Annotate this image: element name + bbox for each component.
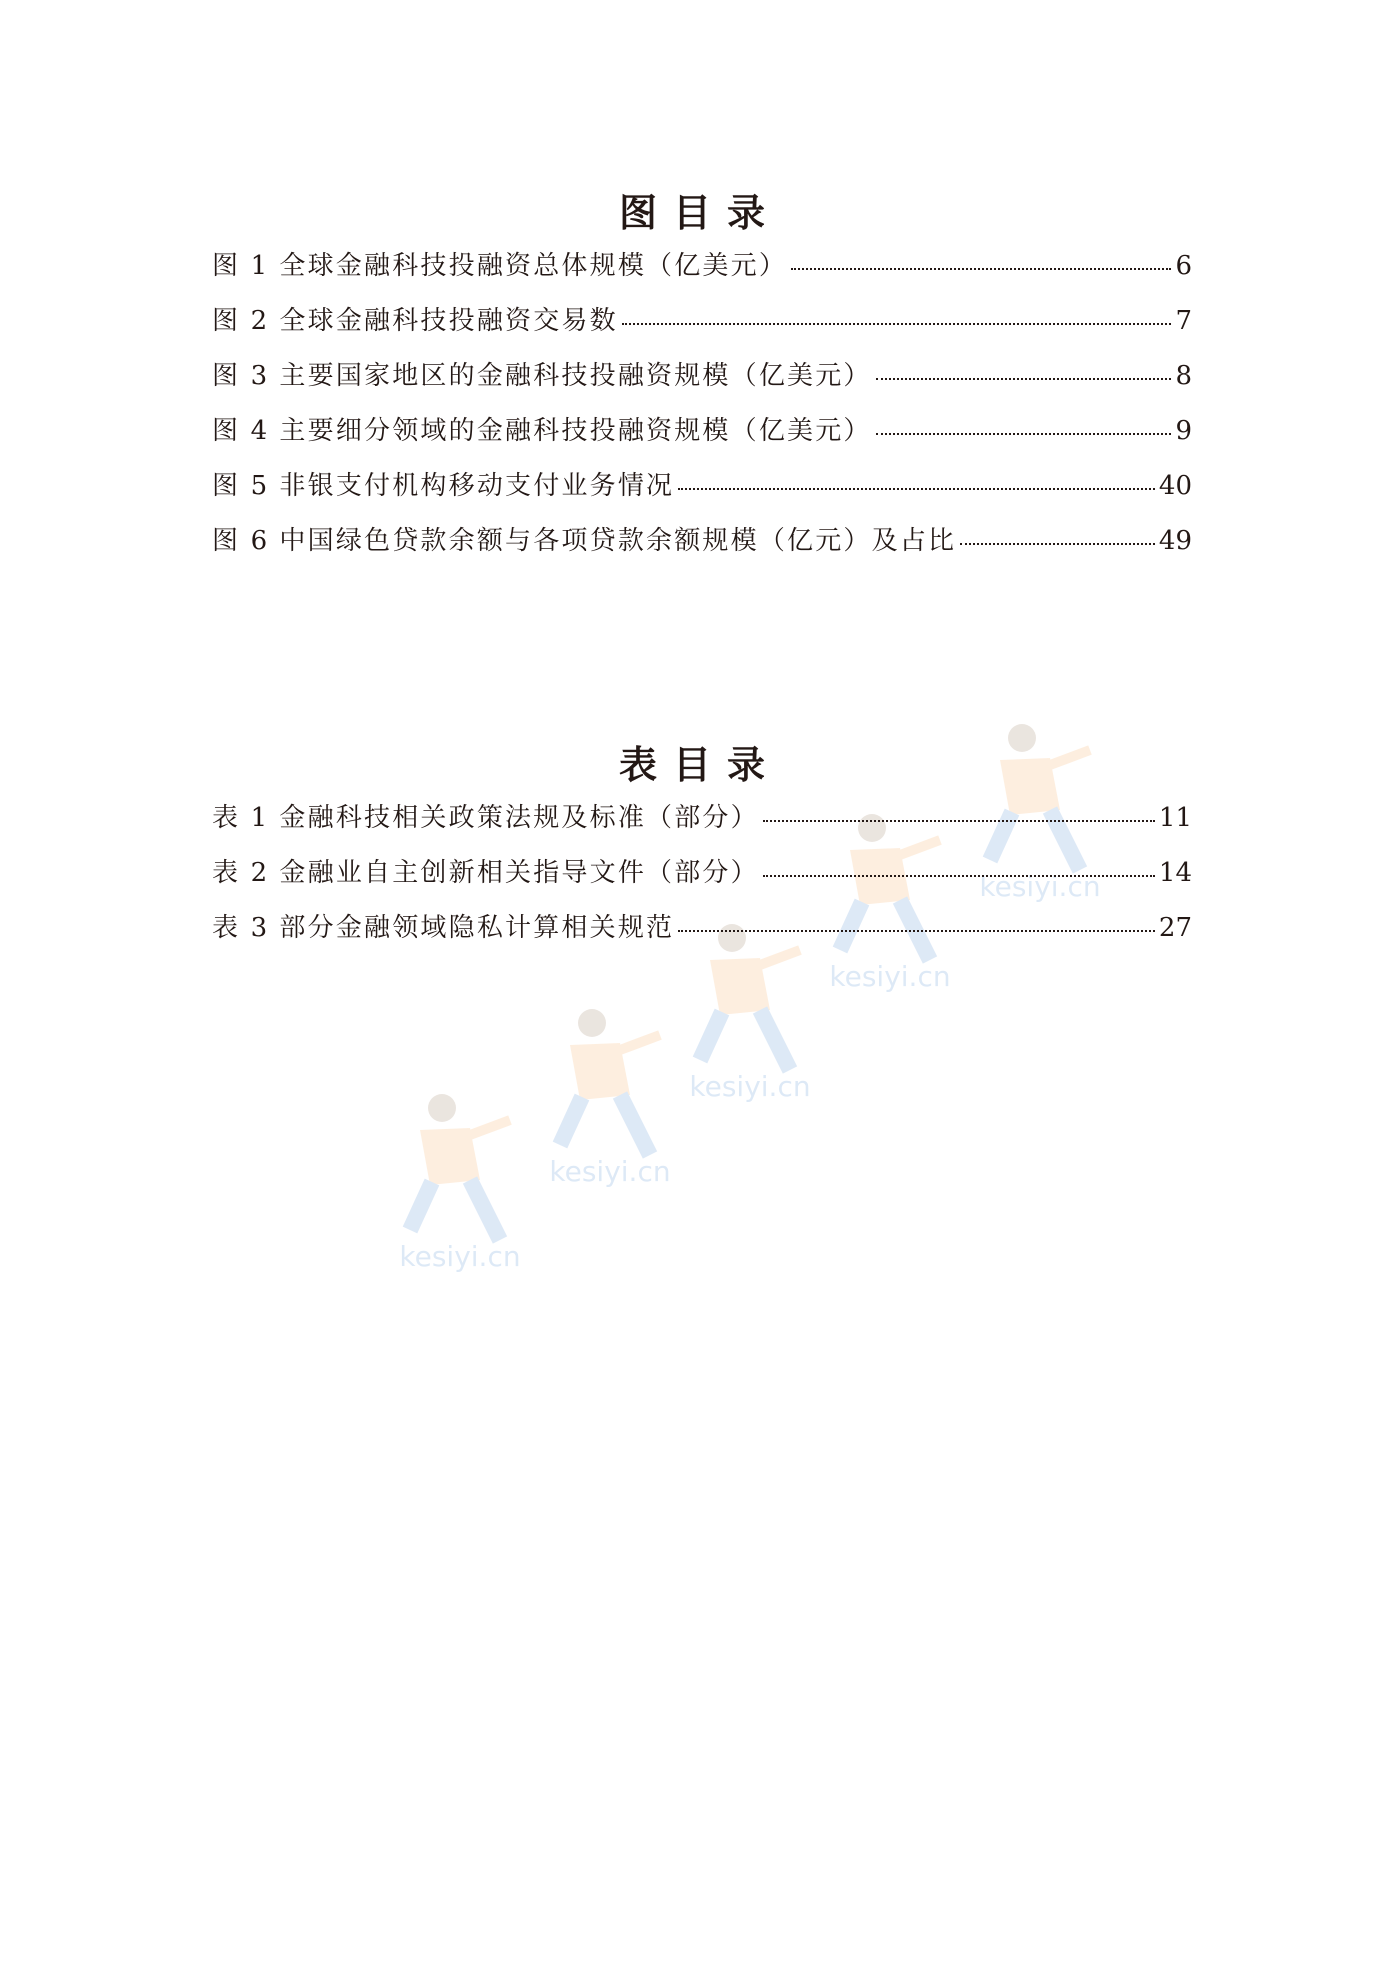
table-number: 表 1 — [212, 803, 270, 833]
watermark-text: kesiyi.cn — [399, 1240, 521, 1273]
figure-number: 图 4 — [212, 416, 270, 446]
figure-entry[interactable] — [212, 520, 1192, 575]
dot-leader — [763, 873, 1155, 877]
table-list-title: 表目录 — [618, 743, 781, 787]
dot-leader — [876, 431, 1172, 435]
page-number: 6 — [1175, 251, 1192, 281]
page-number: 49 — [1158, 526, 1192, 556]
figure-number: 图 2 — [212, 306, 270, 336]
page-number: 7 — [1175, 306, 1192, 336]
table-list — [212, 797, 1192, 962]
figure-caption: 非银支付机构移动支付业务情况 — [279, 471, 675, 501]
table-caption: 金融科技相关政策法规及标准（部分） — [279, 803, 759, 833]
dot-leader — [678, 486, 1155, 490]
figure-number: 图 3 — [212, 361, 270, 391]
table-entry[interactable] — [212, 852, 1192, 907]
figure-caption: 中国绿色贷款余额与各项贷款余额规模（亿元）及占比 — [279, 526, 957, 556]
figure-number: 图 5 — [212, 471, 270, 501]
watermark-text: kesiyi.cn — [689, 1070, 811, 1103]
page-number: 40 — [1158, 471, 1192, 501]
watermark-text: kesiyi.cn — [549, 1155, 671, 1188]
page-number: 27 — [1158, 913, 1192, 943]
page-number: 11 — [1158, 803, 1192, 833]
dot-leader — [622, 321, 1172, 325]
watermark — [360, 1090, 560, 1290]
table-entry[interactable] — [212, 797, 1192, 852]
table-caption: 部分金融领域隐私计算相关规范 — [279, 913, 675, 943]
dot-leader — [791, 266, 1171, 270]
figure-list-title: 图目录 — [618, 191, 781, 235]
figure-entry[interactable] — [212, 410, 1192, 465]
figure-entry[interactable] — [212, 465, 1192, 520]
figure-caption: 主要细分领域的金融科技投融资规模（亿美元） — [279, 416, 872, 446]
dot-leader — [876, 376, 1172, 380]
figure-caption: 主要国家地区的金融科技投融资规模（亿美元） — [279, 361, 872, 391]
watermark-text: kesiyi.cn — [829, 960, 951, 993]
dot-leader — [678, 928, 1155, 932]
page-number: 9 — [1175, 416, 1192, 446]
figure-entry[interactable] — [212, 355, 1192, 410]
figure-number: 图 1 — [212, 251, 270, 281]
dot-leader — [960, 541, 1155, 545]
table-number: 表 3 — [212, 913, 270, 943]
table-number: 表 2 — [212, 858, 270, 888]
figure-caption: 全球金融科技投融资交易数 — [279, 306, 618, 336]
figure-number: 图 6 — [212, 526, 270, 556]
figure-caption: 全球金融科技投融资总体规模（亿美元） — [279, 251, 788, 281]
page-number: 14 — [1158, 858, 1192, 888]
dot-leader — [763, 818, 1155, 822]
table-caption: 金融业自主创新相关指导文件（部分） — [279, 858, 759, 888]
table-entry[interactable] — [212, 907, 1192, 962]
page-number: 8 — [1175, 361, 1192, 391]
running-person-icon — [380, 1090, 520, 1250]
figure-entry[interactable] — [212, 245, 1192, 300]
figure-list — [212, 245, 1192, 575]
watermark-text: kesiyi.cn — [979, 870, 1101, 903]
figure-entry[interactable] — [212, 300, 1192, 355]
